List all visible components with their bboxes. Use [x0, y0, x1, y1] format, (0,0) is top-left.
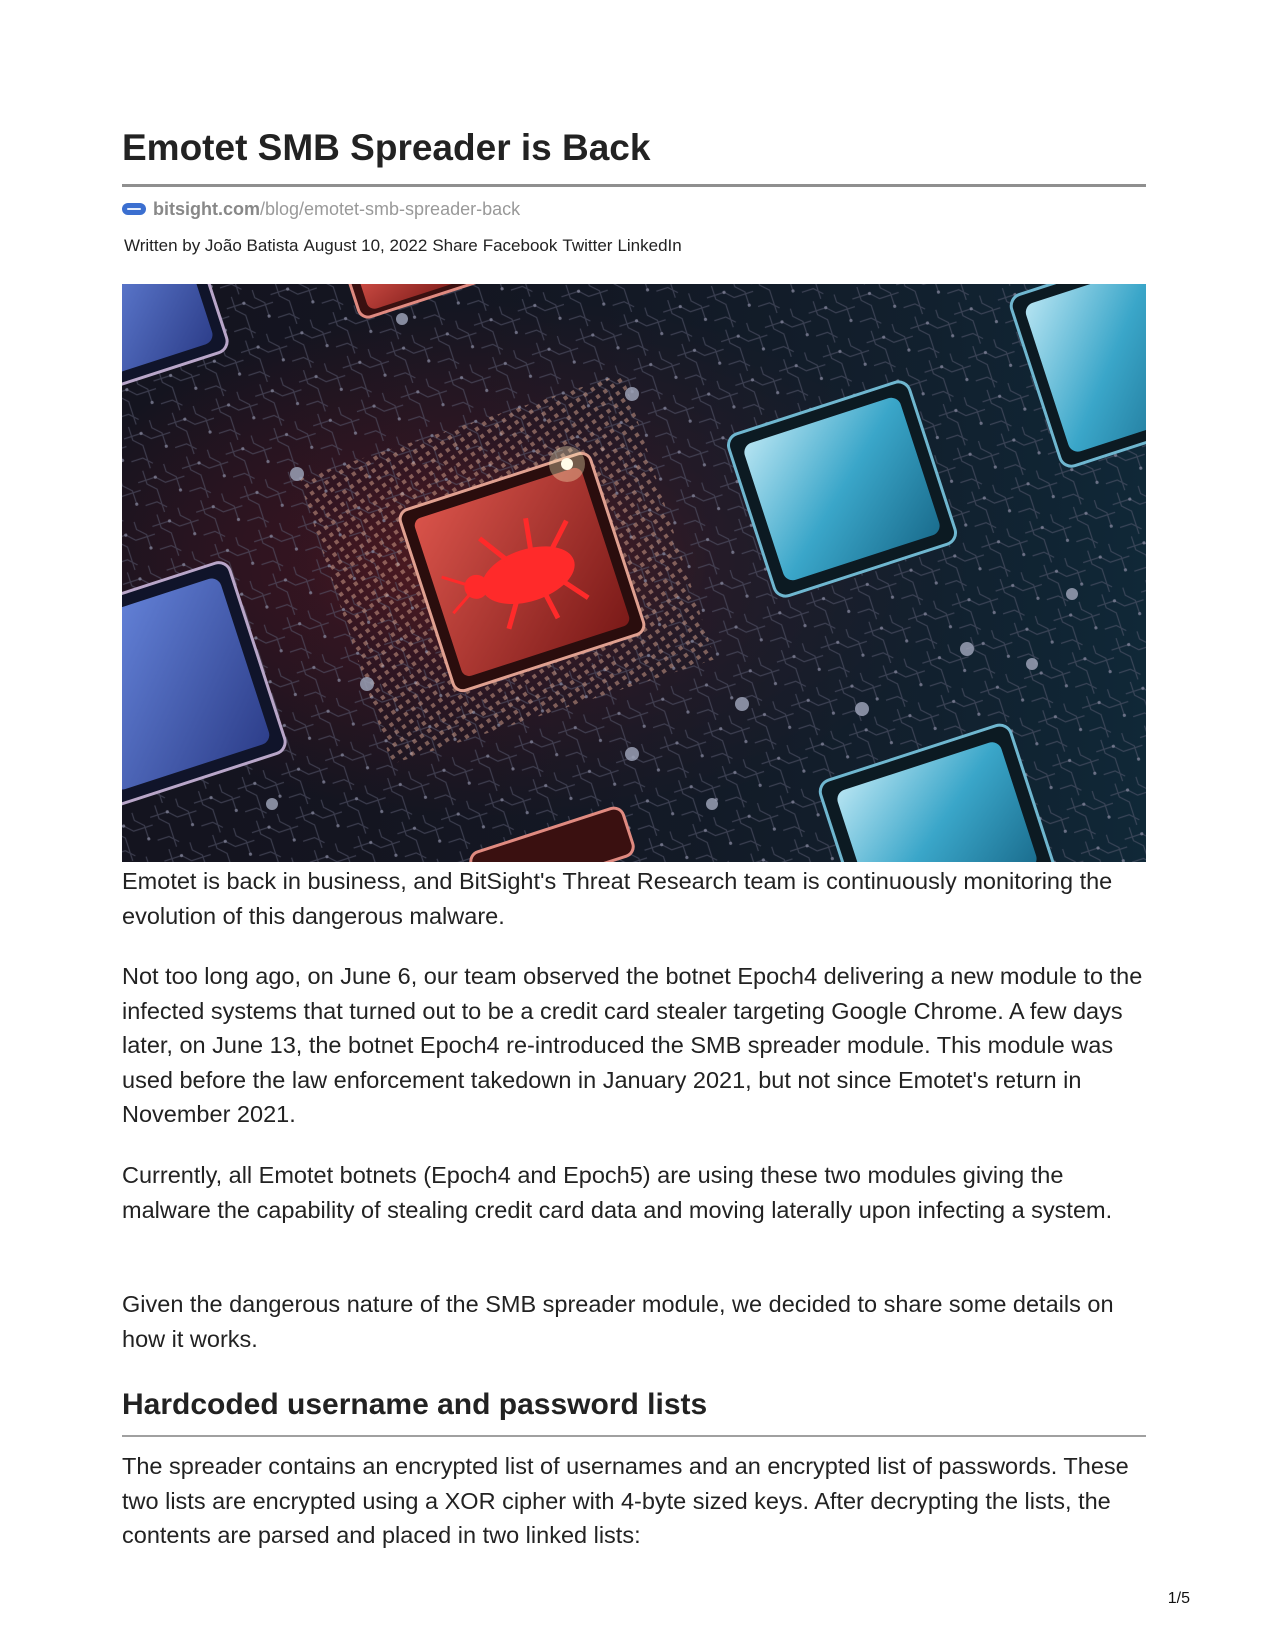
share-linkedin-link[interactable]: LinkedIn: [617, 236, 682, 255]
paragraph: Given the dangerous nature of the SMB spreader module, we decided to share some details on how it works.: [122, 1291, 1114, 1352]
byline-author: Written by João Batista: [124, 236, 299, 255]
paragraph: The spreader contains an encrypted list of usernames and an encrypted list of passwords. These two lists are encrypted using a XOR cipher with 4-byte sized keys. After decrypting the lists, the contents are parsed and placed in two linked lists:: [122, 1453, 1129, 1548]
source-link[interactable]: [122, 198, 520, 220]
share-facebook-link[interactable]: Facebook: [482, 236, 558, 255]
page-number: 1/5: [1167, 1590, 1190, 1607]
section-heading: Hardcoded username and password lists: [122, 1388, 708, 1421]
paragraph: Currently, all Emotet botnets (Epoch4 and Epoch5) are using these two modules giving the malware the capability of stealing credit card data and moving laterally upon infecting a system.: [122, 1162, 1113, 1223]
paragraph: Emotet is back in business, and BitSight's Threat Research team is continuously monitoring the evolution of this dangerous malware.: [122, 868, 1113, 929]
bitsight-favicon-icon: [122, 203, 146, 215]
byline: [124, 236, 682, 256]
title-divider: [122, 184, 1146, 187]
byline-date: August 10, 2022: [303, 236, 428, 255]
article-title: Emotet SMB Spreader is Back: [122, 127, 651, 168]
source-path: /blog/emotet-smb-spreader-back: [260, 198, 521, 219]
paragraph: Not too long ago, on June 6, our team observed the botnet Epoch4 delivering a new module to the infected systems that turned out to be a credit card stealer targeting Google Chrome. A few days later, on June 13, the botnet Epoch4 re-introduced the SMB spreader module. This module was used before the law enforcement takedown in January 2021, but not since Emotet's return in November 2021.: [122, 963, 1143, 1127]
share-twitter-link[interactable]: Twitter: [562, 236, 613, 255]
source-domain: bitsight.com: [153, 198, 260, 219]
share-label: Share: [432, 236, 478, 255]
circuit-board-malware-bug-image: [122, 284, 1146, 862]
section-divider: [122, 1435, 1146, 1437]
